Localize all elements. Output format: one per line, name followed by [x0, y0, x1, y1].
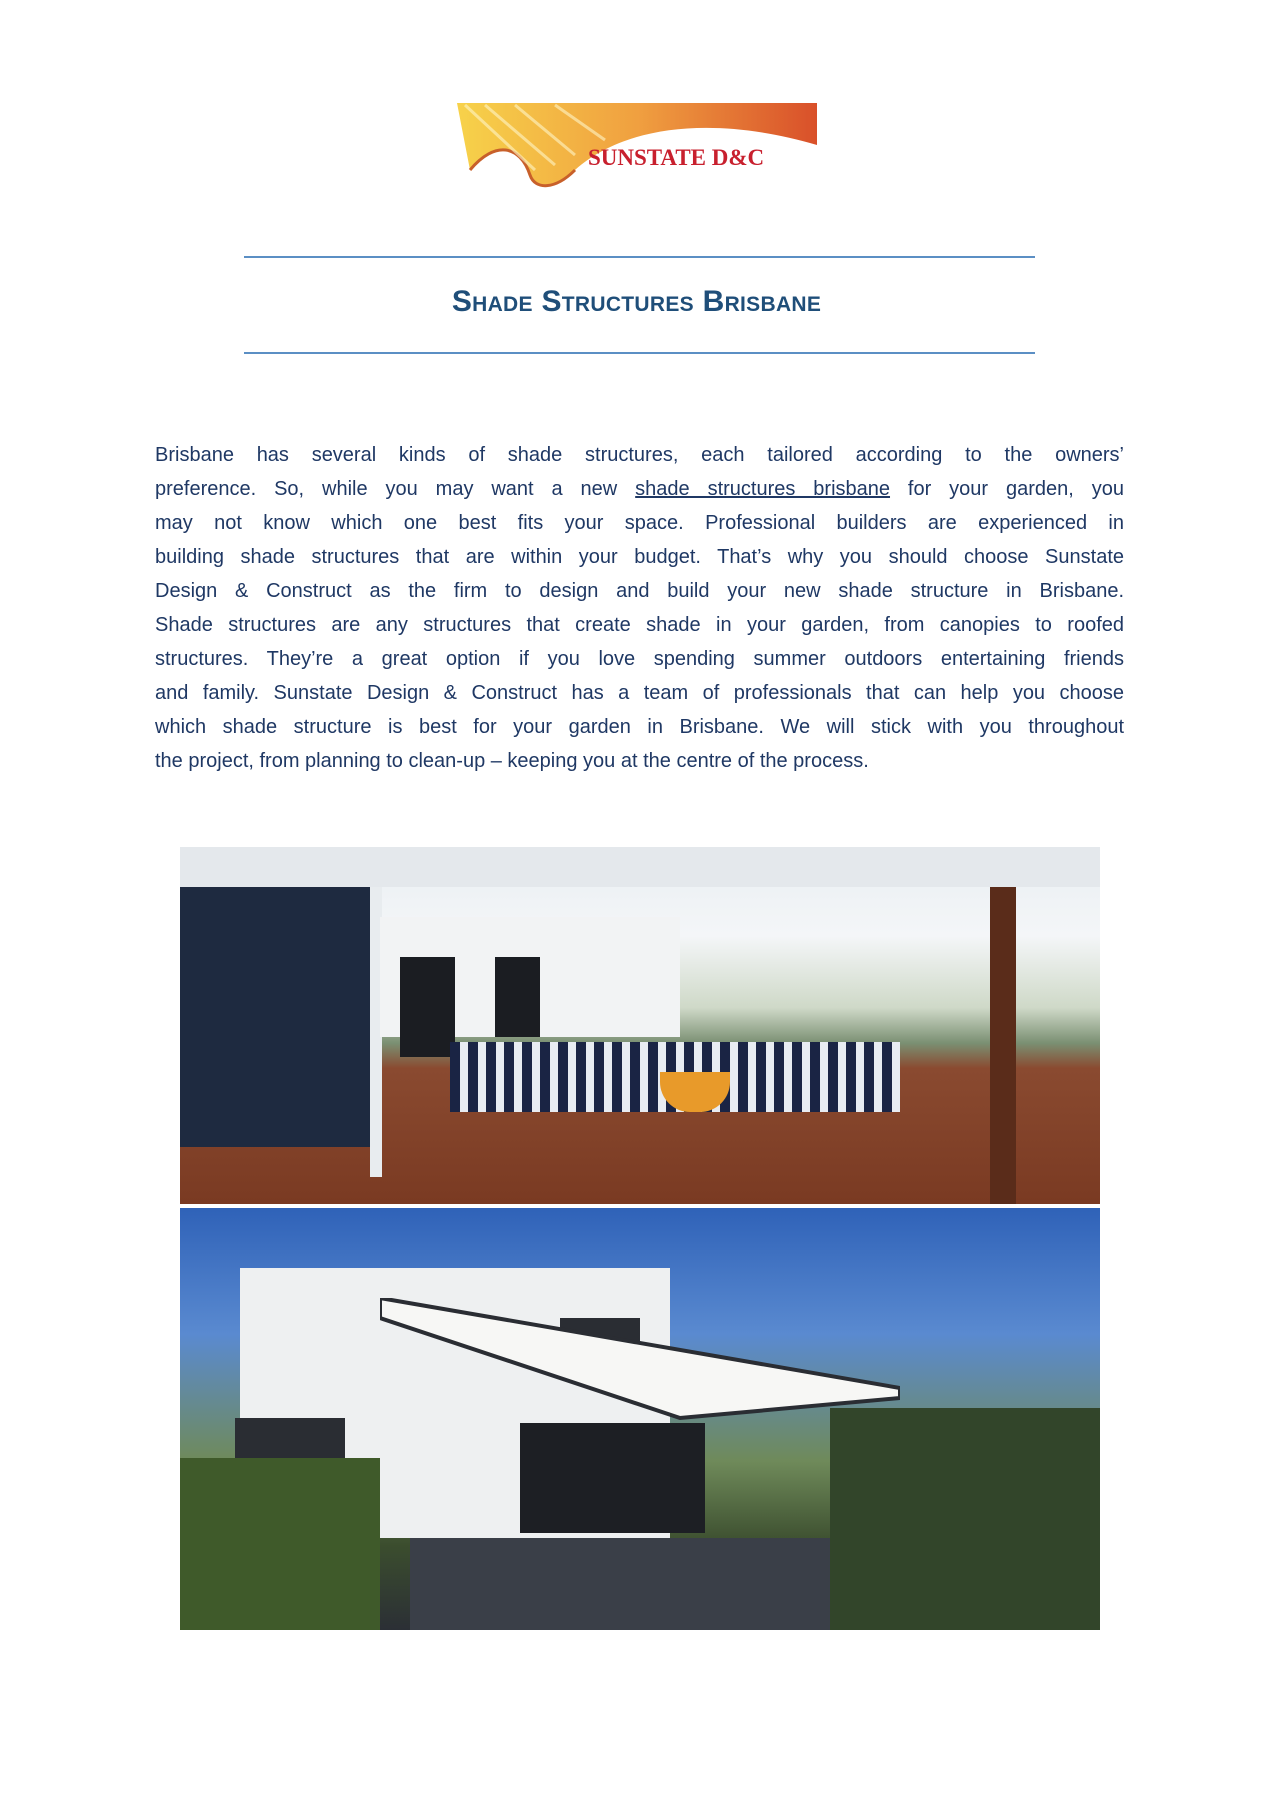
paragraph-line: Brisbane has several kinds of shade structures, each tailored according to the owners’ — [155, 444, 1124, 466]
paragraph-line: may not know which one best fits your space. Professional builders are experienced in — [155, 512, 1124, 534]
garden-shrubs — [180, 1458, 380, 1630]
paragraph-line: Design & Construct as the firm to design and build your new shade structure in Brisbane. — [155, 580, 1124, 602]
shade-structures-link[interactable]: shade structures brisbane — [635, 478, 891, 500]
paved-driveway — [410, 1538, 830, 1630]
paragraph-line: Shade structures are any structures that create shade in your garden, from canopies to roofed — [155, 614, 1124, 636]
garage-door — [520, 1423, 705, 1533]
trees — [830, 1408, 1100, 1630]
shade-screen — [180, 847, 380, 1147]
deck-patio-photo — [180, 847, 1100, 1204]
timber-post — [990, 847, 1016, 1204]
roof — [180, 847, 1100, 887]
paragraph-line — [155, 472, 1124, 506]
paragraph-line: building shade structures that are within your budget. That’s why you should choose Sunstate — [155, 546, 1124, 568]
paragraph-line: the project, from planning to clean-up – keeping you at the centre of the process. — [155, 750, 869, 772]
sunstate-logo — [455, 95, 825, 195]
title-rule-top — [244, 256, 1035, 258]
skillion-roof — [380, 1298, 900, 1428]
page-title: Shade Structures Brisbane — [451, 285, 822, 318]
paragraph-line: which shade structure is best for your garden in Brisbane. We will stick with you throughout — [155, 716, 1124, 738]
title-rule-bottom — [244, 352, 1035, 354]
text-segment: preference. So, while you may want a new — [155, 478, 636, 500]
door — [400, 957, 455, 1057]
logo-text: SUNSTATE D&C — [588, 145, 765, 170]
paragraph-line: and family. Sunstate Design & Construct has a team of professionals that can help you choose — [155, 682, 1124, 704]
house-carport-photo — [180, 1208, 1100, 1630]
text-segment: for your garden, you — [890, 478, 1124, 500]
paragraph-line: structures. They’re a great option if you love spending summer outdoors entertaining friends — [155, 648, 1124, 670]
body-paragraph — [155, 438, 1124, 778]
window — [495, 957, 540, 1037]
